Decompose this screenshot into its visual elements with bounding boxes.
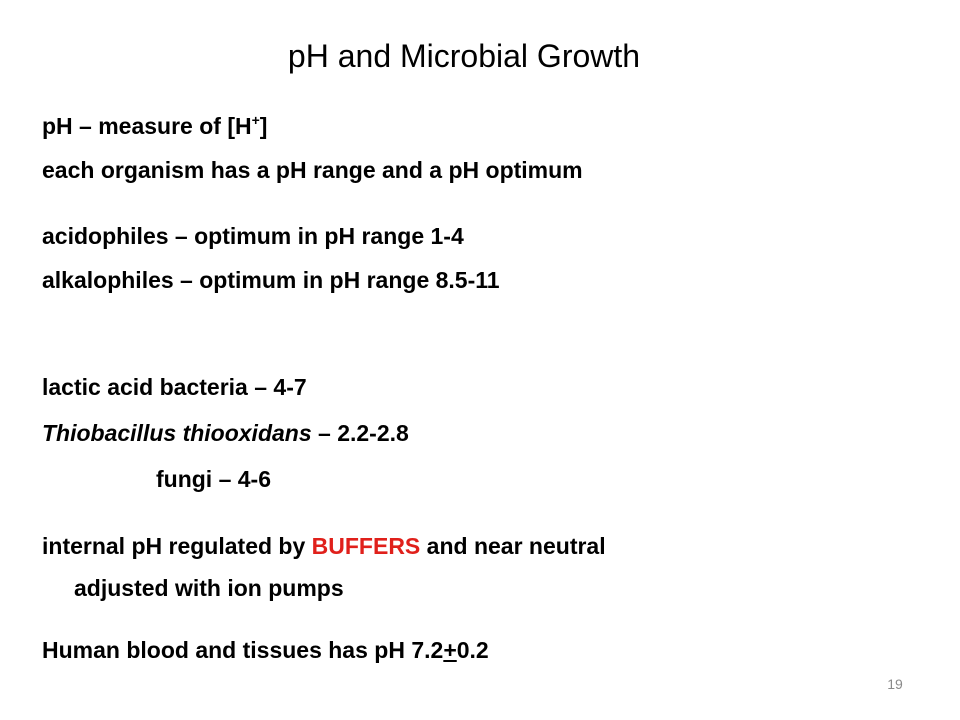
thiobacillus-species-name: Thiobacillus thiooxidans (42, 420, 312, 446)
lactic-acid-bacteria-line: lactic acid bacteria – 4-7 (42, 374, 307, 400)
fungi-line: fungi – 4-6 (156, 466, 272, 492)
definition-line (42, 110, 267, 142)
plus-minus-sign: + (443, 637, 457, 663)
internal-ph-line (42, 530, 606, 562)
human-blood-text: Human blood and tissues has pH 7.2 (42, 637, 444, 663)
slide-title: pH and Microbial Growth (287, 38, 641, 74)
page-number: 19 (887, 676, 903, 692)
internal-ph-text-before: internal pH regulated by (42, 533, 312, 559)
internal-ph-text-after: and near neutral (420, 533, 606, 559)
alkalophiles-line: alkalophiles – optimum in pH range 8.5-11 (42, 267, 500, 293)
acidophiles-line: acidophiles – optimum in pH range 1-4 (42, 223, 464, 249)
human-blood-tolerance: 0.2 (456, 637, 489, 663)
hydrogen-charge-superscript: + (251, 112, 260, 128)
thiobacillus-line (42, 417, 409, 449)
definition-text: pH – measure of [H (42, 113, 252, 139)
definition-closing: ] (259, 113, 268, 139)
human-blood-line (42, 634, 489, 666)
range-optimum-line: each organism has a pH range and a pH optimum (42, 157, 583, 183)
ion-pumps-line: adjusted with ion pumps (74, 575, 344, 601)
buffers-highlight: BUFFERS (311, 533, 421, 559)
thiobacillus-range: – 2.2-2.8 (311, 420, 409, 446)
